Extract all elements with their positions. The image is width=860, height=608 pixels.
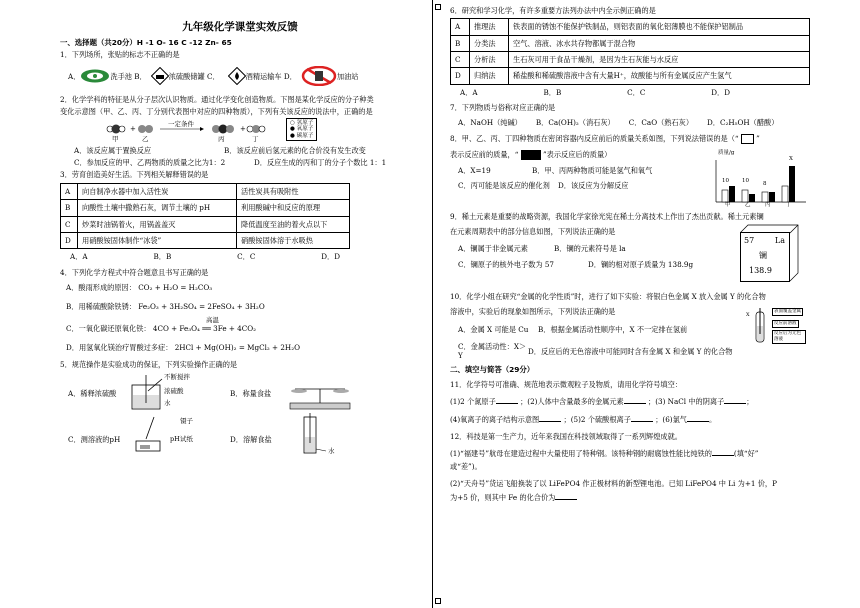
q4-c-text: C．一氧化碳还原氧化铁： bbox=[66, 323, 151, 333]
chart-value-bing: 8 bbox=[763, 180, 767, 187]
q2-mol-jia: 甲 bbox=[112, 134, 119, 143]
q6-choice-a: A．A bbox=[460, 87, 478, 97]
q6-r3-c0: D bbox=[451, 68, 470, 84]
q8-stem-end: ” bbox=[756, 133, 760, 143]
q5-a-note-stir: 不断搅拌 bbox=[164, 372, 190, 381]
chart-label-bing: 丙 bbox=[765, 201, 771, 208]
q10-stem-line1: 10．化学小组在研究“金属的化学性质”时，进行了如下实验：将银白色金属 X 放入金属 Y 的化合物 bbox=[450, 291, 766, 301]
q11-line1 bbox=[450, 396, 810, 406]
q1-option-b-label: 浓硫酸储罐 C． bbox=[168, 72, 220, 82]
q10-option-c: C．金属活动性：X＞Y bbox=[458, 341, 527, 361]
q9-option-c: C．镧原子的核外电子数为 57 bbox=[458, 259, 554, 269]
q9-stem-line1: 9．稀土元素是重要的战略资源，我国化学家徐光宪在稀土分离技术上作出了杰出贡献。稀土元素镧 bbox=[450, 211, 764, 221]
q6-r3-c2: 稀盐酸和稀硫酸溶液中含有大量H⁺，故酸能与所有金属反应产生氢气 bbox=[509, 68, 810, 84]
answer-blank-3[interactable] bbox=[724, 396, 746, 404]
legend-carbon: ● 碳原子 bbox=[290, 132, 314, 139]
q1-option-c-label: 酒精运输车 D． bbox=[245, 72, 297, 82]
chart-label-ding: 丁 bbox=[786, 201, 792, 208]
element-card-la bbox=[740, 232, 790, 282]
q5-b-label: B．称量食盐 bbox=[230, 388, 272, 398]
element-mass: 138.9 bbox=[749, 265, 772, 275]
q6-r2-c1: 分析法 bbox=[470, 52, 509, 68]
q6-table bbox=[450, 18, 810, 84]
water-saving-icon bbox=[80, 69, 110, 85]
q11-2d: 。 bbox=[708, 415, 717, 425]
table-row bbox=[61, 200, 350, 216]
q3-table bbox=[60, 183, 350, 249]
q10-option-b: B．根据金属活动性顺序中，X 不一定排在氢前 bbox=[538, 324, 688, 334]
q2-option-c: C．参加反应的甲、乙两物质的质量之比为1：2 bbox=[74, 158, 226, 168]
q11-line2 bbox=[450, 414, 810, 424]
q7-option-c: C．CaO（熟石灰） bbox=[628, 117, 694, 127]
q12-p1b: (填“好” bbox=[733, 448, 759, 458]
q6-stem: 6．研究和学习化学，有许多重要方法列办法中内全示例正确的是 bbox=[450, 6, 656, 15]
q8-option-a: A．X=19 bbox=[458, 165, 491, 175]
q2-reaction-diagram bbox=[100, 120, 420, 144]
q6-r3-c1: 归纳法 bbox=[470, 68, 509, 84]
q6-r0-c1: 推理法 bbox=[470, 19, 509, 35]
q9-option-b: B．镧的元素符号是 la bbox=[554, 243, 626, 253]
q2-mol-yi: 乙 bbox=[142, 134, 149, 143]
q12-part1-cont: 或“差”)。 bbox=[450, 462, 482, 472]
answer-blank-8[interactable] bbox=[555, 492, 577, 500]
answer-blank-4[interactable] bbox=[539, 414, 561, 422]
q5-c-label: C．测溶液的pH bbox=[68, 434, 121, 444]
q12-part2: (2)“天舟号”货运飞船换装了以 LiFePO4 作正极材料的新型锂电池。已知 LiFePO4 中 Li 为+1 价，P bbox=[450, 478, 777, 488]
q12-p1a: (1)“福建号”航母在建造过程中大量使用了特种钢。该特种钢的耐腐蚀性能比纯铁的 bbox=[450, 448, 712, 458]
chart-label-yi: 乙 bbox=[745, 201, 751, 208]
q5-option-d bbox=[230, 413, 380, 457]
q2-condition-label: 一定条件 bbox=[168, 119, 194, 128]
q3-r3-c0: D bbox=[61, 232, 78, 248]
q4-stem: 4．下列化学方程式中符合题意且书写正确的是 bbox=[60, 267, 209, 277]
table-row bbox=[451, 52, 810, 68]
q10-note-before: 反应前溶液 bbox=[774, 320, 797, 326]
q11-2b: ；(5)2 个硫酸根离子 bbox=[563, 415, 631, 425]
q5-c-note-paper: pH试纸 bbox=[170, 434, 193, 443]
q5-a-note-acid: 浓硫酸 bbox=[164, 386, 184, 395]
q2-legend bbox=[286, 118, 317, 141]
q4-b-text: B．用稀硫酸除铁锈： bbox=[66, 302, 136, 312]
q10-note-surface: 表面覆盖金属 bbox=[774, 308, 801, 314]
q6-r1-c0: B bbox=[451, 35, 470, 51]
q5-row1 bbox=[60, 373, 420, 413]
q5-row2 bbox=[60, 413, 420, 457]
section-2-heading: 二、填空与简答（29分） bbox=[450, 364, 535, 374]
q11-2a: (4)氧离子的离子结构示意图 bbox=[450, 415, 540, 425]
q12-part1 bbox=[450, 448, 810, 458]
table-row bbox=[451, 19, 810, 35]
q8-option-b: B．甲、丙两种物质可能是氢气和氧气 bbox=[532, 165, 653, 175]
chart-value-ding: X bbox=[789, 155, 793, 162]
q6-choice-c: C．C bbox=[627, 87, 646, 97]
binding-marker-top bbox=[435, 4, 441, 10]
q3-stem: 3．劳育创造美好生活。下列相关解释错误的是 bbox=[60, 170, 209, 180]
q5-c-note-tweezers: 镊子 bbox=[180, 416, 193, 425]
q8-option-c: C．丙可能是该反应的催化剂 bbox=[458, 181, 550, 191]
q12-part2-cont bbox=[450, 492, 810, 502]
q4-a-text: A．酸雨形成的原因： bbox=[66, 282, 136, 292]
q10-note-after: 反应后为无色溶液 bbox=[772, 330, 806, 344]
q1-options bbox=[68, 66, 420, 88]
q2-stem-line2: 变化示意图（甲、乙、丙、丁分别代表图中对应的四种物质），下列有关该反应的说法中，正确的是 bbox=[60, 107, 373, 117]
q7-option-a: A．NaOH（纯碱） bbox=[458, 117, 522, 127]
q10-experiment-diagram bbox=[746, 306, 810, 346]
q10-block bbox=[450, 292, 810, 362]
q5-option-b bbox=[230, 373, 380, 413]
column-divider bbox=[432, 0, 433, 608]
corrosive-icon bbox=[151, 67, 169, 87]
q4-a-equation: CO₂ + H₂O = H₂CO₃ bbox=[138, 282, 213, 292]
q5-d-note-water: 水 bbox=[328, 446, 335, 455]
element-symbol: La bbox=[774, 235, 785, 245]
q4-c-equation: 4CO + Fe₃O₄ ══ 3Fe + 4CO₂ bbox=[152, 323, 257, 333]
q9-stem-line2: 在元素周期表中的部分信息如图，下列说法正确的是 bbox=[450, 227, 616, 237]
answer-blank-6[interactable] bbox=[687, 414, 709, 422]
balance-scale-icon bbox=[285, 381, 355, 411]
q6-r2-c2: 生石灰可用于食品干燥剂，是因为生石灰能与水反应 bbox=[509, 52, 810, 68]
before-reaction-swatch bbox=[741, 134, 754, 144]
q4-option-c bbox=[66, 315, 420, 333]
q6-r0-c2: 铁表面的锈蚀不能保护铁制品，则铝表面的氧化铝薄膜也不能保护铝制品 bbox=[509, 19, 810, 35]
q7-stem: 7．下列物质与俗称对应正确的是 bbox=[450, 103, 556, 113]
q1-stem: 1．下列场所，张贴的标志不正确的是 bbox=[60, 50, 180, 60]
q11-1d: ； bbox=[746, 396, 754, 406]
q5-d-label: D．溶解食盐 bbox=[230, 434, 272, 444]
q5-stem: 5．规范操作是实验成功的保证，下列实验操作正确的是 bbox=[60, 360, 238, 370]
ph-test-icon bbox=[132, 415, 172, 455]
q4-b-equation: Fe₂O₃ + 3H₂SO₄ = 2FeSO₄ + 3H₂O bbox=[138, 302, 265, 312]
q7-option-b: B．Ca(OH)₂（消石灰） bbox=[535, 117, 615, 127]
answer-blank-2[interactable] bbox=[624, 396, 646, 404]
q12-p3: 为+5 价，则其中 Fe 的化合价为 bbox=[450, 493, 556, 503]
left-column bbox=[60, 0, 420, 457]
q6-choice-d: D．D bbox=[711, 87, 730, 97]
q3-r2-c1: 炒菜时油锅着火，用锅盖盖灭 bbox=[78, 216, 237, 232]
table-row bbox=[61, 232, 350, 248]
q3-choices bbox=[60, 252, 350, 261]
q12-stem: 12．科技是第一生产力，近年来我国在科技领域取得了一系列辉煌成就。 bbox=[450, 431, 682, 441]
element-number: 57 bbox=[744, 235, 755, 245]
svg-text:+: + bbox=[130, 124, 136, 133]
q5-option-a bbox=[60, 373, 230, 413]
q3-choice-b: B．B bbox=[153, 252, 172, 262]
q11-1b: ；(2)人体中含量最多的金属元素 bbox=[520, 396, 624, 406]
q4-option-d bbox=[66, 343, 420, 352]
answer-blank-1[interactable] bbox=[496, 396, 518, 404]
q7-option-d: D．C₂H₅OH（醋酸） bbox=[707, 117, 779, 127]
q10-option-d: D．反应后的无色溶液中可能同时含有金属 X 和金属 Y 的化合物 bbox=[528, 346, 733, 356]
q3-r2-c0: C bbox=[61, 216, 78, 232]
q11-stem: 11．化学符号可准确、规范地表示微观粒子及物质，请用化学符号填空： bbox=[450, 379, 682, 389]
q3-r3-c2: 硝酸铵固体溶于水吸热 bbox=[237, 232, 350, 248]
element-name: 镧 bbox=[759, 250, 767, 260]
q2-option-d: D．反应生成的丙和丁的分子个数比 1：1 bbox=[254, 158, 387, 168]
q6-r0-c0: A bbox=[451, 19, 470, 35]
q8-stem-text: 8．甲、乙、丙、丁四种物质在密闭容器内反应前后的质量关系如图，下列说法错误的是（“ bbox=[450, 133, 739, 143]
q3-r3-c1: 用硝酸铵固体制作“冰袋” bbox=[78, 232, 237, 248]
q10-stem-line2: 溶液中，实验后的现象如图所示，下列说法正确的是 bbox=[450, 307, 616, 317]
q3-r1-c2: 利用酸碱中和反应的原理 bbox=[237, 200, 350, 216]
chart-ylabel: 质量/g bbox=[718, 149, 735, 156]
chart-value-yi: 10 bbox=[742, 177, 749, 184]
q3-r0-c2: 活性炭具有吸附性 bbox=[237, 183, 350, 199]
graduated-cylinder-icon bbox=[292, 413, 332, 455]
q4-option-b bbox=[66, 302, 420, 311]
q3-r1-c1: 向酸性土壤中撒熟石灰，调节土壤的 pH bbox=[78, 200, 237, 216]
q3-choice-a: A．A bbox=[70, 252, 88, 262]
q2-mol-ding: 丁 bbox=[252, 134, 259, 143]
q2-stem-line1: 2．化学学科的特征是从分子层次认识物质。通过化学变化创造物质。下图是某化学反应的分子种类 bbox=[60, 94, 374, 104]
q8-stem2a: 表示反应前的质量，“ bbox=[450, 149, 519, 159]
binding-marker-bottom bbox=[435, 598, 441, 604]
q8-stem2b: ”表示反应后的质量） bbox=[542, 149, 612, 159]
answer-blank-5[interactable] bbox=[631, 414, 653, 422]
chart-value-jia: 10 bbox=[722, 177, 729, 184]
q8-block bbox=[450, 134, 810, 212]
q2-options-row1 bbox=[74, 146, 420, 155]
q8-stem bbox=[450, 134, 810, 144]
q3-r0-c0: A bbox=[61, 183, 78, 199]
q5-option-c bbox=[60, 413, 230, 457]
no-phone-icon bbox=[301, 66, 337, 88]
table-row bbox=[61, 183, 350, 199]
q7-options bbox=[458, 118, 810, 127]
table-row bbox=[451, 68, 810, 84]
q11-1c: ；(3) NaCl 中的阴离子 bbox=[648, 396, 725, 406]
q2-mol-bing: 丙 bbox=[218, 134, 225, 143]
q10-option-a: A．金属 X 可能是 Cu bbox=[458, 324, 529, 334]
q8-mass-chart bbox=[708, 149, 808, 212]
svg-text:+: + bbox=[240, 124, 246, 133]
q4-option-a bbox=[66, 283, 420, 292]
q9-option-d: D．镧的相对原子质量为 138.9g bbox=[588, 259, 694, 269]
q4-d-text: D．用氢氧化镁治疗胃酸过多症： bbox=[66, 343, 173, 353]
q3-r1-c0: B bbox=[61, 200, 78, 216]
legend-oxygen: ● 氧原子 bbox=[290, 126, 314, 133]
q4-d-equation: 2HCl + Mg(OH)₂ = MgCl₂ + 2H₂O bbox=[174, 343, 300, 353]
q3-r0-c1: 向自制净水器中加入活性炭 bbox=[78, 183, 237, 199]
q5-a-note-water: 水 bbox=[164, 398, 171, 407]
table-row bbox=[61, 216, 350, 232]
q1-option-d-label: 加油站 bbox=[336, 72, 359, 82]
q6-r1-c1: 分类法 bbox=[470, 35, 509, 51]
chart-label-jia: 甲 bbox=[725, 201, 731, 208]
q6-r2-c0: C bbox=[451, 52, 470, 68]
q6-choice-b: B．B bbox=[543, 87, 562, 97]
q2-option-b: B．该反应前后氢元素的化合价没有发生改变 bbox=[224, 145, 366, 155]
after-reaction-swatch bbox=[521, 150, 541, 160]
q1-option-a-letter: A． bbox=[68, 72, 81, 82]
answer-blank-7[interactable] bbox=[712, 448, 734, 456]
q4-c-condition: 高温 bbox=[206, 315, 219, 324]
q1-option-a-label: 洗手池 B． bbox=[110, 72, 147, 82]
q5-a-label: A．稀释浓硫酸 bbox=[68, 388, 117, 398]
q11-1a: (1)2 个氮原子 bbox=[450, 396, 496, 406]
q3-choice-d: D．D bbox=[321, 252, 340, 262]
q9-block bbox=[450, 212, 810, 292]
q9-option-a: A．镧属于非金属元素 bbox=[458, 243, 528, 253]
q3-r2-c2: 降低温度至油的着火点以下 bbox=[237, 216, 350, 232]
q6-choices bbox=[450, 88, 740, 97]
q2-option-a: A．该反应属于置换反应 bbox=[74, 145, 152, 155]
flammable-icon bbox=[228, 67, 246, 87]
q11-2c: ；(6)氯气 bbox=[655, 415, 687, 425]
right-column bbox=[450, 0, 810, 505]
q6-r1-c2: 空气、溶液、冰水共存物都属于混合物 bbox=[509, 35, 810, 51]
table-row bbox=[451, 35, 810, 51]
page-title: 九年级化学课堂实效反馈 bbox=[182, 21, 298, 33]
q3-choice-c: C．C bbox=[237, 252, 256, 262]
q10-note-x: X bbox=[746, 311, 750, 318]
legend-hydrogen: ○ 氢原子 bbox=[290, 119, 314, 126]
q8-option-d: D．该反应为分解反应 bbox=[558, 181, 629, 191]
section-1-heading: 一、选择题（共20分）H -1 O- 16 C -12 Zn- 65 bbox=[60, 37, 232, 47]
q2-options-row2 bbox=[74, 158, 420, 167]
